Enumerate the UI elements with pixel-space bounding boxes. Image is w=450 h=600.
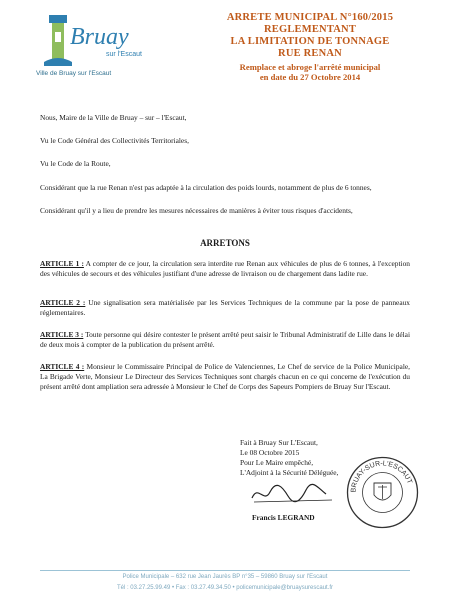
preamble-mayor: Nous, Maire de la Ville de Bruay – sur – l'Escaut, [40,113,187,122]
stamp-text: BRUAY-SUR-L'ESCAUT [350,460,413,493]
footer-address: Police Municipale – 632 rue Jean Jaurès BP n°35 – 59860 Bruay sur l'Escaut [122,574,328,580]
logo-brand: Bruay [70,24,129,50]
signer-name: Francis LEGRAND [252,513,315,522]
logo-caption: Ville de Bruay sur l'Escaut [36,70,112,77]
title-line: REGLEMENTANT [263,24,357,35]
subtitle-line: en date du 27 Octobre 2014 [259,72,361,82]
document-title [190,12,430,82]
article-text: A compter de ce jour, la circulation sera interdite rue Renan aux véhicules de plus de 6 tonnes, à l'exception des véhicules de secours et des véhicules justifiant d'une adresse de livraison ou de chargement dans ladite rue. [40,259,410,278]
title-line: LA LIMITATION DE TONNAGE [230,36,390,47]
article-text: Monsieur le Commissaire Principal de Police de Valenciennes, Le Chef de service de la Police Municipale, La Brigade Verte, Monsieur Le Directeur des Services Techniques sont chargés chacun en ce qui concerne de l'exécution du présent arrêté dont ampliation sera adressée à Monsieur le Chef de Corps des Sapeurs Pompiers de Bruay Sur l'Escaut. [40,362,410,391]
article-label: ARTICLE 4 : [40,362,85,371]
article-2 [40,298,410,318]
signature-delegate: L'Adjoint à la Sécurité Déléguée, [240,468,339,477]
footer [0,572,450,594]
arretons-heading: ARRETONS [200,238,250,248]
article-4 [40,362,410,392]
article-text: Toute personne qui désire contester le présent arrêté peut saisir le Tribunal Administratif de Lille dans le délai de deux mois à compter de la publication du présent arrêté. [40,330,410,349]
signature-role: Pour Le Maire empêché, [240,458,314,467]
signature-place: Fait à Bruay Sur L'Escaut, [240,438,318,447]
preamble-cgct: Vu le Code Général des Collectivités Territoriales, [40,136,189,145]
article-3 [40,330,410,350]
preamble-considerant-2: Considérant qu'il y a lieu de prendre les mesures nécessaires de manières à éviter tous risques d'accidents, [40,206,353,215]
preamble-considerant-1: Considérant que la rue Renan n'est pas adaptée à la circulation des poids lourds, notamment de plus de 6 tonnes, [40,183,372,192]
article-label: ARTICLE 2 : [40,298,86,307]
footer-divider [40,570,410,571]
handwritten-signature [248,478,338,508]
article-label: ARTICLE 3 : [40,330,84,339]
article-text: Une signalisation sera matérialisée par les Services Techniques de la commune par la pose de panneaux réglementaires. [40,298,410,317]
preamble-code-route: Vu le Code de la Route, [40,159,111,168]
article-1 [40,259,410,279]
signature-date: Le 08 Octobre 2015 [240,448,300,457]
title-line: RUE RENAN [278,48,342,59]
title-line: ARRETE MUNICIPAL N°160/2015 [226,12,394,23]
article-label: ARTICLE 1 : [40,259,84,268]
tower-icon [44,15,72,66]
coat-of-arms-icon [374,483,391,500]
logo-sub: sur l'Escaut [106,51,142,58]
subtitle-line: Remplace et abroge l'arrêté municipal [239,62,381,72]
official-stamp [345,455,420,530]
footer-contact: Tél : 03.27.25.99.49 • Fax : 03.27.49.34.50 • policemunicipale@bruaysurescaut.fr [116,585,334,591]
